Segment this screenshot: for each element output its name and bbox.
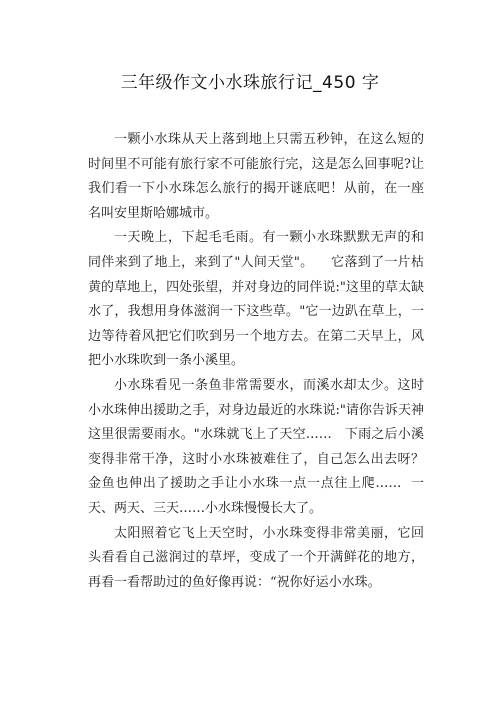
paragraph-2: 一天晚上，下起毛毛雨。有一颗小水珠默默无声的和同伴来到了地上，来到了"人间天堂"。 它落到了一片枯黄的草地上，四处张望，并对身边的同伴说:"这里的草太缺水了，我想用身体滋润一下这些草。"它一边趴在草上，一边等待着风把它们吹到另一个地方去。在第二天早上，风把小水珠吹到一条小溪里。 [88, 230, 424, 369]
paragraph-4: 太阳照着它飞上天空时，小水珠变得非常美丽，它回头看看自己滋润过的草坪，变成了一个开满鲜花的地方，再看一看帮助过的鱼好像再说：“祝你好运小水珠。 [88, 525, 424, 590]
document-title: 三年级作文小水珠旅行记_450 字 [120, 73, 380, 93]
paragraph-1: 一颗小水珠从天上落到地上只需五秒钟，在这么短的时间里不可能有旅行家不可能旅行完，这是怎么回事呢?让我们看一下小水珠怎么旅行的揭开谜底吧！从前，在一座名叫安里斯哈娜城市。 [88, 132, 424, 221]
document-body [88, 128, 424, 595]
paragraph-3: 小水珠看见一条鱼非常需要水，而溪水却太少。这时小水珠伸出援助之手，对身边最近的水珠说:"请你告诉天神这里很需要雨水。"水珠就飞上了天空…… 下雨之后小溪变得非常干净，这时小水珠被难住了，自己怎么出去呀？金鱼也伸出了援助之手让小水珠一点一点往上爬…… 一天、两天、三天……小水珠慢慢长大了。 [88, 377, 424, 516]
